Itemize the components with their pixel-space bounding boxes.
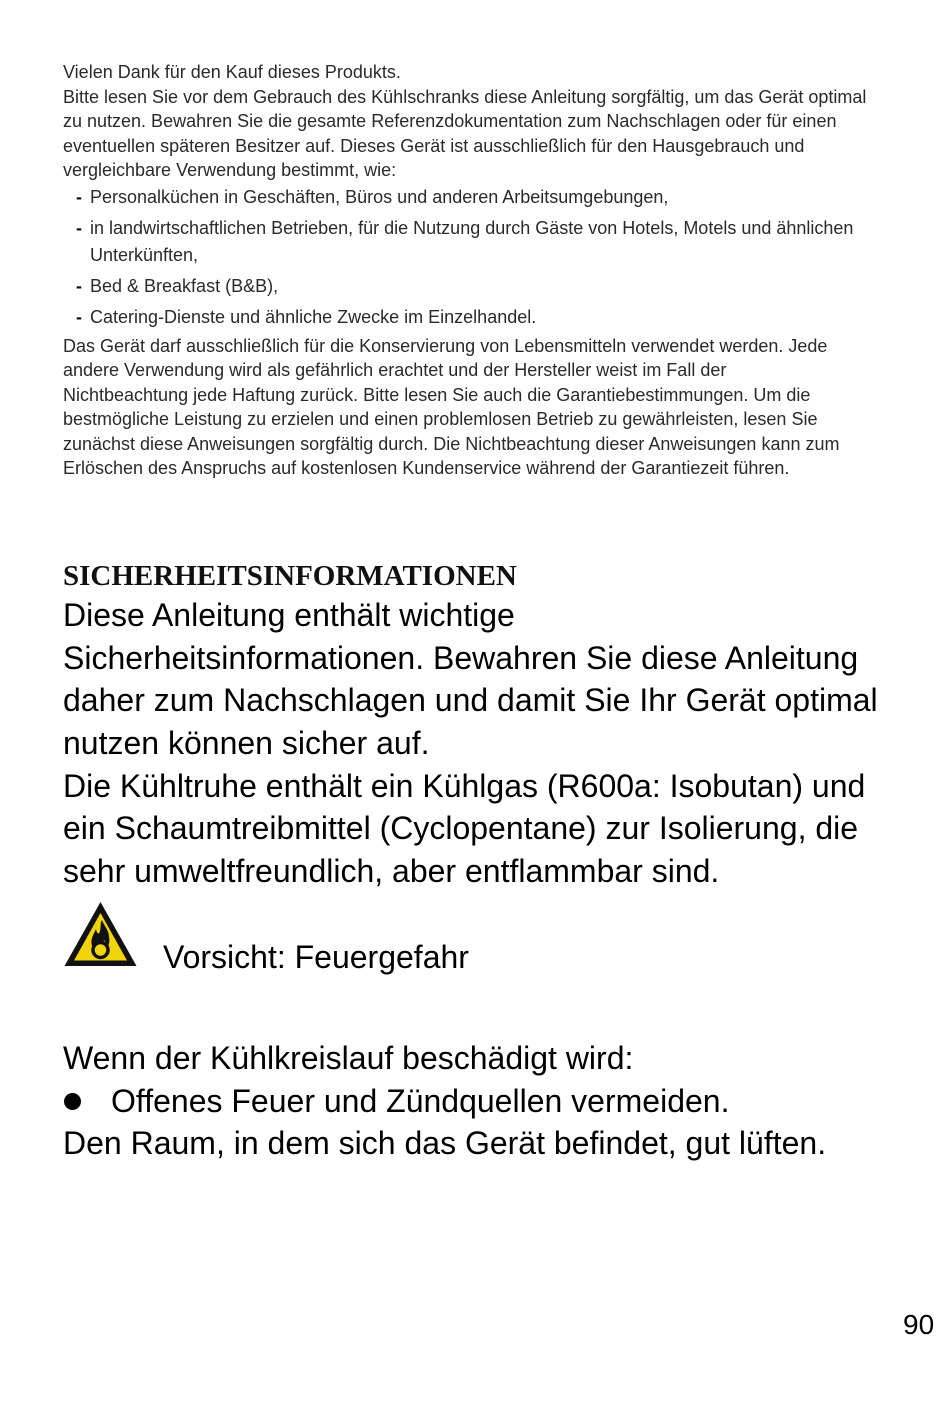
section-heading: SICHERHEITSINFORMATIONEN [63,560,517,592]
intro-line: zu nutzen. Bewahren Sie die gesamte Referenzdokumentation zum Nachschlagen oder für einen [63,111,837,131]
safety-line: nutzen können sicher auf. [63,725,430,762]
list-item-text: Unterkünften, [90,244,199,265]
damage-heading: Wenn der Kühlkreislauf beschädigt wird: [63,1040,634,1076]
list-marker: - [76,275,82,296]
bullet-text: Offenes Feuer und Zündquellen vermeiden. [111,1082,730,1119]
closing-line: zunächst diese Anweisungen sorgfältig durch. Die Nichtbeachtung dieser Anweisungen kann zum [63,433,840,454]
list-item [63,304,866,331]
damage-instructions [63,1037,826,1165]
safety-line: daher zum Nachschlagen und damit Sie Ihr Gerät optimal [63,682,878,719]
list-marker: - [76,306,82,327]
list-item [63,215,866,269]
list-item-text: Catering-Dienste und ähnliche Zwecke im Einzelhandel. [90,306,537,327]
closing-line: andere Verwendung wird als gefährlich erachtet und der Hersteller weist im Fall der [63,360,727,380]
filled-circle-bullet-icon [64,1093,81,1110]
safety-paragraph [63,594,878,893]
safety-line: Die Kühltruhe enthält ein Kühlgas (R600a: Isobutan) und [63,767,866,804]
list-marker: - [76,217,82,238]
page-number: 90 [903,1309,935,1340]
warning-caption: Vorsicht: Feuergefahr [163,939,469,975]
list-item-text: Personalküchen in Geschäften, Büros und anderen Arbeitsumgebungen, [90,186,669,207]
fire-hazard-warning-icon [63,900,138,968]
list-item-text: in landwirtschaftlichen Betrieben, für die Nutzung durch Gäste von Hotels, Motels und ähnlichen [90,217,854,238]
closing-line: Nichtbeachtung jede Haftung zurück. Bitte lesen Sie auch die Garantiebestimmungen. Um die [63,384,811,405]
closing-line: Erlöschen des Anspruchs auf kostenlosen Kundenservice während der Garantiezeit führen. [63,458,790,478]
closing-line: Das Gerät darf ausschließlich für die Konservierung von Lebensmitteln verwendet werden. Jede [63,335,828,356]
intro-line: Bitte lesen Sie vor dem Gebrauch des Kühlschranks diese Anleitung sorgfältig, um das Gerät optimal [63,86,867,107]
safety-line: Sicherheitsinformationen. Bewahren Sie diese Anleitung [63,639,859,676]
usage-list [63,184,866,331]
intro-closing-paragraph [63,334,866,481]
intro-line: Vielen Dank für den Kauf dieses Produkts. [63,62,401,82]
list-item [63,273,866,300]
intro-line: eventuellen späteren Besitzer auf. Dieses Gerät ist ausschließlich für den Hausgebrauch und [63,135,805,156]
list-marker: - [76,186,82,207]
ventilate-instruction: Den Raum, in dem sich das Gerät befindet, gut lüften. [63,1125,827,1162]
intro-section [63,60,866,481]
closing-line: bestmögliche Leistung zu erzielen und einen problemlosen Betrieb zu gewährleisten, lesen Sie [63,409,818,429]
safety-line: Diese Anleitung enthält wichtige [63,597,515,633]
bullet-item [63,1080,826,1123]
intro-line: vergleichbare Verwendung bestimmt, wie: [63,160,397,180]
safety-line: sehr umweltfreundlich, aber entflammbar sind. [63,853,720,890]
list-item-text: Bed & Breakfast (B&B), [90,275,279,296]
warning-triangle-graphic [63,900,138,968]
safety-line: ein Schaumtreibmittel (Cyclopentane) zur Isolierung, die [63,810,859,847]
list-item [63,184,866,211]
